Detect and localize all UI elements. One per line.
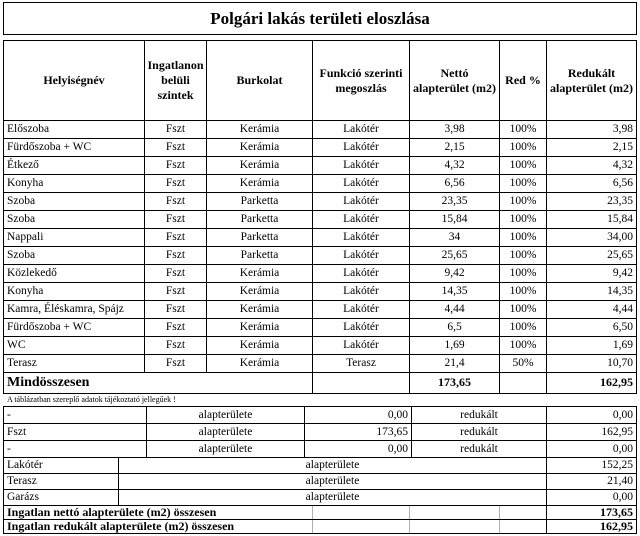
cell-level: Fszt (144, 319, 206, 336)
property-total-row (4, 520, 636, 534)
table-row (4, 301, 636, 319)
cell-area-label: alapterülete (146, 407, 304, 423)
cell-area-label: alapterülete (146, 424, 304, 440)
cell-function: Lakótér (312, 337, 409, 354)
total-reduced-area: 162,95 (546, 373, 636, 393)
cell-net-area: 21,4 (409, 355, 499, 372)
cell-area-value: 173,65 (304, 424, 411, 440)
cell-reduced-area: 9,42 (546, 265, 636, 282)
cell-level: Fszt (144, 283, 206, 300)
cell-red-percent: 100% (499, 175, 546, 192)
cell-room-name: Konyha (7, 285, 44, 298)
cell-red-percent: 100% (499, 247, 546, 264)
cell-function: Lakótér (312, 319, 409, 336)
cell-reduced-area: 23,35 (546, 193, 636, 210)
cell-reduced-area: 14,35 (546, 283, 636, 300)
cell-empty (312, 520, 409, 533)
cell-room-name: Szoba (7, 195, 36, 208)
cell-net-area: 9,42 (409, 265, 499, 282)
cell-function: Lakótér (312, 175, 409, 192)
header-red-percent: Red % (499, 41, 546, 120)
cell-area-value: 0,00 (304, 407, 411, 423)
cell-red-percent: 50% (499, 355, 546, 372)
cell-flooring: Parketta (206, 193, 312, 210)
cell-red-percent: 100% (499, 193, 546, 210)
cell-reduced-area: 4,32 (546, 157, 636, 174)
cell-flooring: Kerámia (206, 121, 312, 138)
table-row (4, 247, 636, 265)
cell-red-percent: 100% (499, 337, 546, 354)
header-levels: Ingatlanon belüli szintek (144, 41, 206, 120)
cell-flooring: Parketta (206, 211, 312, 228)
cell-flooring: Kerámia (206, 337, 312, 354)
cell-red-percent: 100% (499, 283, 546, 300)
cell-function-name: Terasz (7, 475, 37, 488)
cell-level-name: Fszt (7, 425, 27, 438)
cell-reduced-area: 3,98 (546, 121, 636, 138)
cell-level: Fszt (144, 121, 206, 138)
cell-reduced-area: 15,84 (546, 211, 636, 228)
cell-total-value: 162,95 (546, 520, 636, 533)
cell-net-area: 6,56 (409, 175, 499, 192)
cell-net-area: 1,69 (409, 337, 499, 354)
cell-area-value: 0,00 (546, 490, 636, 505)
cell-reduced-area: 4,44 (546, 301, 636, 318)
cell-room-name: Kamra, Éléskamra, Spájz (7, 303, 124, 316)
cell-area-label: alapterülete (118, 490, 546, 505)
cell-function: Lakótér (312, 229, 409, 246)
cell-reduced-label: redukált (411, 441, 546, 457)
cell-room-name: Szoba (7, 213, 36, 226)
cell-total-label: Ingatlan nettó alapterülete (m2) összesen (7, 506, 217, 519)
cell-function: Lakótér (312, 157, 409, 174)
cell-red-percent: 100% (499, 157, 546, 174)
summary-table (3, 406, 637, 534)
cell-reduced-area: 6,56 (546, 175, 636, 192)
cell-total-label: Ingatlan redukált alapterülete (m2) összesen (7, 520, 235, 533)
cell-function: Lakótér (312, 193, 409, 210)
document-title: Polgári lakás területi eloszlása (3, 2, 637, 35)
cell-area-value: 21,40 (546, 474, 636, 489)
cell-net-area: 6,5 (409, 319, 499, 336)
cell-net-area: 3,98 (409, 121, 499, 138)
cell-room-name: Szoba (7, 249, 36, 262)
cell-reduced-area: 1,69 (546, 337, 636, 354)
total-net-area: 173,65 (409, 373, 499, 393)
cell-net-area: 4,44 (409, 301, 499, 318)
cell-area-label: alapterülete (118, 458, 546, 473)
summary-level-row (4, 407, 636, 424)
cell-empty (409, 506, 499, 519)
cell-reduced-label: redukált (411, 407, 546, 423)
cell-reduced-area: 2,15 (546, 139, 636, 156)
cell-room-name: Közlekedő (7, 267, 57, 280)
cell-function: Lakótér (312, 211, 409, 228)
area-distribution-table (3, 40, 637, 394)
cell-reduced-value: 0,00 (546, 441, 636, 457)
cell-function: Lakótér (312, 247, 409, 264)
header-net-area: Nettó alapterület (m2) (409, 41, 499, 120)
cell-red-percent: 100% (499, 211, 546, 228)
cell-net-area: 2,15 (409, 139, 499, 156)
table-row (4, 157, 636, 175)
cell-level: Fszt (144, 355, 206, 372)
cell-reduced-label: redukált (411, 424, 546, 440)
cell-empty (312, 506, 409, 519)
cell-level: Fszt (144, 301, 206, 318)
cell-function: Lakótér (312, 301, 409, 318)
table-row (4, 265, 636, 283)
summary-function-row (4, 458, 636, 474)
table-header-row (4, 41, 636, 121)
table-row (4, 337, 636, 355)
cell-flooring: Kerámia (206, 301, 312, 318)
cell-room-name: Terasz (7, 357, 37, 370)
table-row (4, 211, 636, 229)
cell-red-percent: 100% (499, 139, 546, 156)
cell-flooring: Kerámia (206, 139, 312, 156)
header-room-name: Helyiségnév (43, 73, 105, 87)
cell-total-value: 173,65 (546, 506, 636, 519)
cell-room-name: Fürdőszoba + WC (7, 321, 92, 334)
total-red-percent (499, 373, 546, 393)
cell-reduced-value: 162,95 (546, 424, 636, 440)
cell-flooring: Kerámia (206, 283, 312, 300)
cell-area-label: alapterülete (118, 474, 546, 489)
cell-flooring: Kerámia (206, 355, 312, 372)
cell-red-percent: 100% (499, 301, 546, 318)
cell-room-name: Előszoba (7, 123, 50, 136)
cell-empty (409, 520, 499, 533)
cell-function-name: Garázs (7, 491, 39, 504)
cell-level: Fszt (144, 211, 206, 228)
cell-flooring: Kerámia (206, 265, 312, 282)
cell-empty (499, 520, 546, 533)
header-reduced-area: Redukált alapterület (m2) (546, 41, 636, 120)
cell-empty (499, 506, 546, 519)
cell-net-area: 25,65 (409, 247, 499, 264)
cell-net-area: 14,35 (409, 283, 499, 300)
header-flooring: Burkolat (206, 41, 312, 120)
cell-room-name: Nappali (7, 231, 44, 244)
cell-flooring: Kerámia (206, 319, 312, 336)
cell-reduced-area: 6,50 (546, 319, 636, 336)
cell-net-area: 23,35 (409, 193, 499, 210)
cell-level: Fszt (144, 337, 206, 354)
cell-flooring: Parketta (206, 229, 312, 246)
cell-room-name: Konyha (7, 177, 44, 190)
cell-level: Fszt (144, 229, 206, 246)
cell-level: Fszt (144, 247, 206, 264)
cell-area-label: alapterülete (146, 441, 304, 457)
cell-level: Fszt (144, 193, 206, 210)
property-total-row (4, 506, 636, 520)
cell-level: Fszt (144, 265, 206, 282)
cell-flooring: Parketta (206, 247, 312, 264)
cell-red-percent: 100% (499, 229, 546, 246)
cell-reduced-area: 25,65 (546, 247, 636, 264)
cell-function: Terasz (312, 355, 409, 372)
table-row (4, 283, 636, 301)
table-row (4, 139, 636, 157)
table-row (4, 193, 636, 211)
cell-net-area: 34 (409, 229, 499, 246)
table-row (4, 355, 636, 373)
cell-function: Lakótér (312, 283, 409, 300)
cell-room-name: WC (7, 339, 26, 352)
cell-flooring: Kerámia (206, 175, 312, 192)
table-row (4, 319, 636, 337)
cell-area-value: 152,25 (546, 458, 636, 473)
cell-function-name: Lakótér (7, 459, 43, 472)
header-function: Funkció szerinti megoszlás (312, 41, 409, 120)
cell-level: Fszt (144, 139, 206, 156)
table-row (4, 229, 636, 247)
summary-level-row (4, 441, 636, 458)
cell-function: Lakótér (312, 265, 409, 282)
summary-function-row (4, 474, 636, 490)
total-function (312, 373, 409, 393)
cell-reduced-area: 10,70 (546, 355, 636, 372)
summary-function-row (4, 490, 636, 506)
total-label: Mindösszesen (7, 375, 90, 391)
cell-net-area: 15,84 (409, 211, 499, 228)
cell-flooring: Kerámia (206, 157, 312, 174)
summary-level-row (4, 424, 636, 441)
cell-function: Lakótér (312, 121, 409, 138)
cell-level-name: - (7, 408, 11, 421)
cell-net-area: 4,32 (409, 157, 499, 174)
cell-room-name: Fürdőszoba + WC (7, 141, 92, 154)
cell-red-percent: 100% (499, 319, 546, 336)
cell-level: Fszt (144, 175, 206, 192)
cell-reduced-area: 34,00 (546, 229, 636, 246)
cell-level: Fszt (144, 157, 206, 174)
cell-reduced-value: 0,00 (546, 407, 636, 423)
grand-total-row (4, 373, 636, 394)
cell-red-percent: 100% (499, 121, 546, 138)
cell-room-name: Étkező (7, 159, 39, 172)
table-row (4, 175, 636, 193)
disclaimer-note: A táblázatban szereplő adatok tájékoztató jellegűek ! (7, 395, 176, 404)
cell-function: Lakótér (312, 139, 409, 156)
cell-level-name: - (7, 442, 11, 455)
cell-area-value: 0,00 (304, 441, 411, 457)
table-row (4, 121, 636, 139)
cell-red-percent: 100% (499, 265, 546, 282)
